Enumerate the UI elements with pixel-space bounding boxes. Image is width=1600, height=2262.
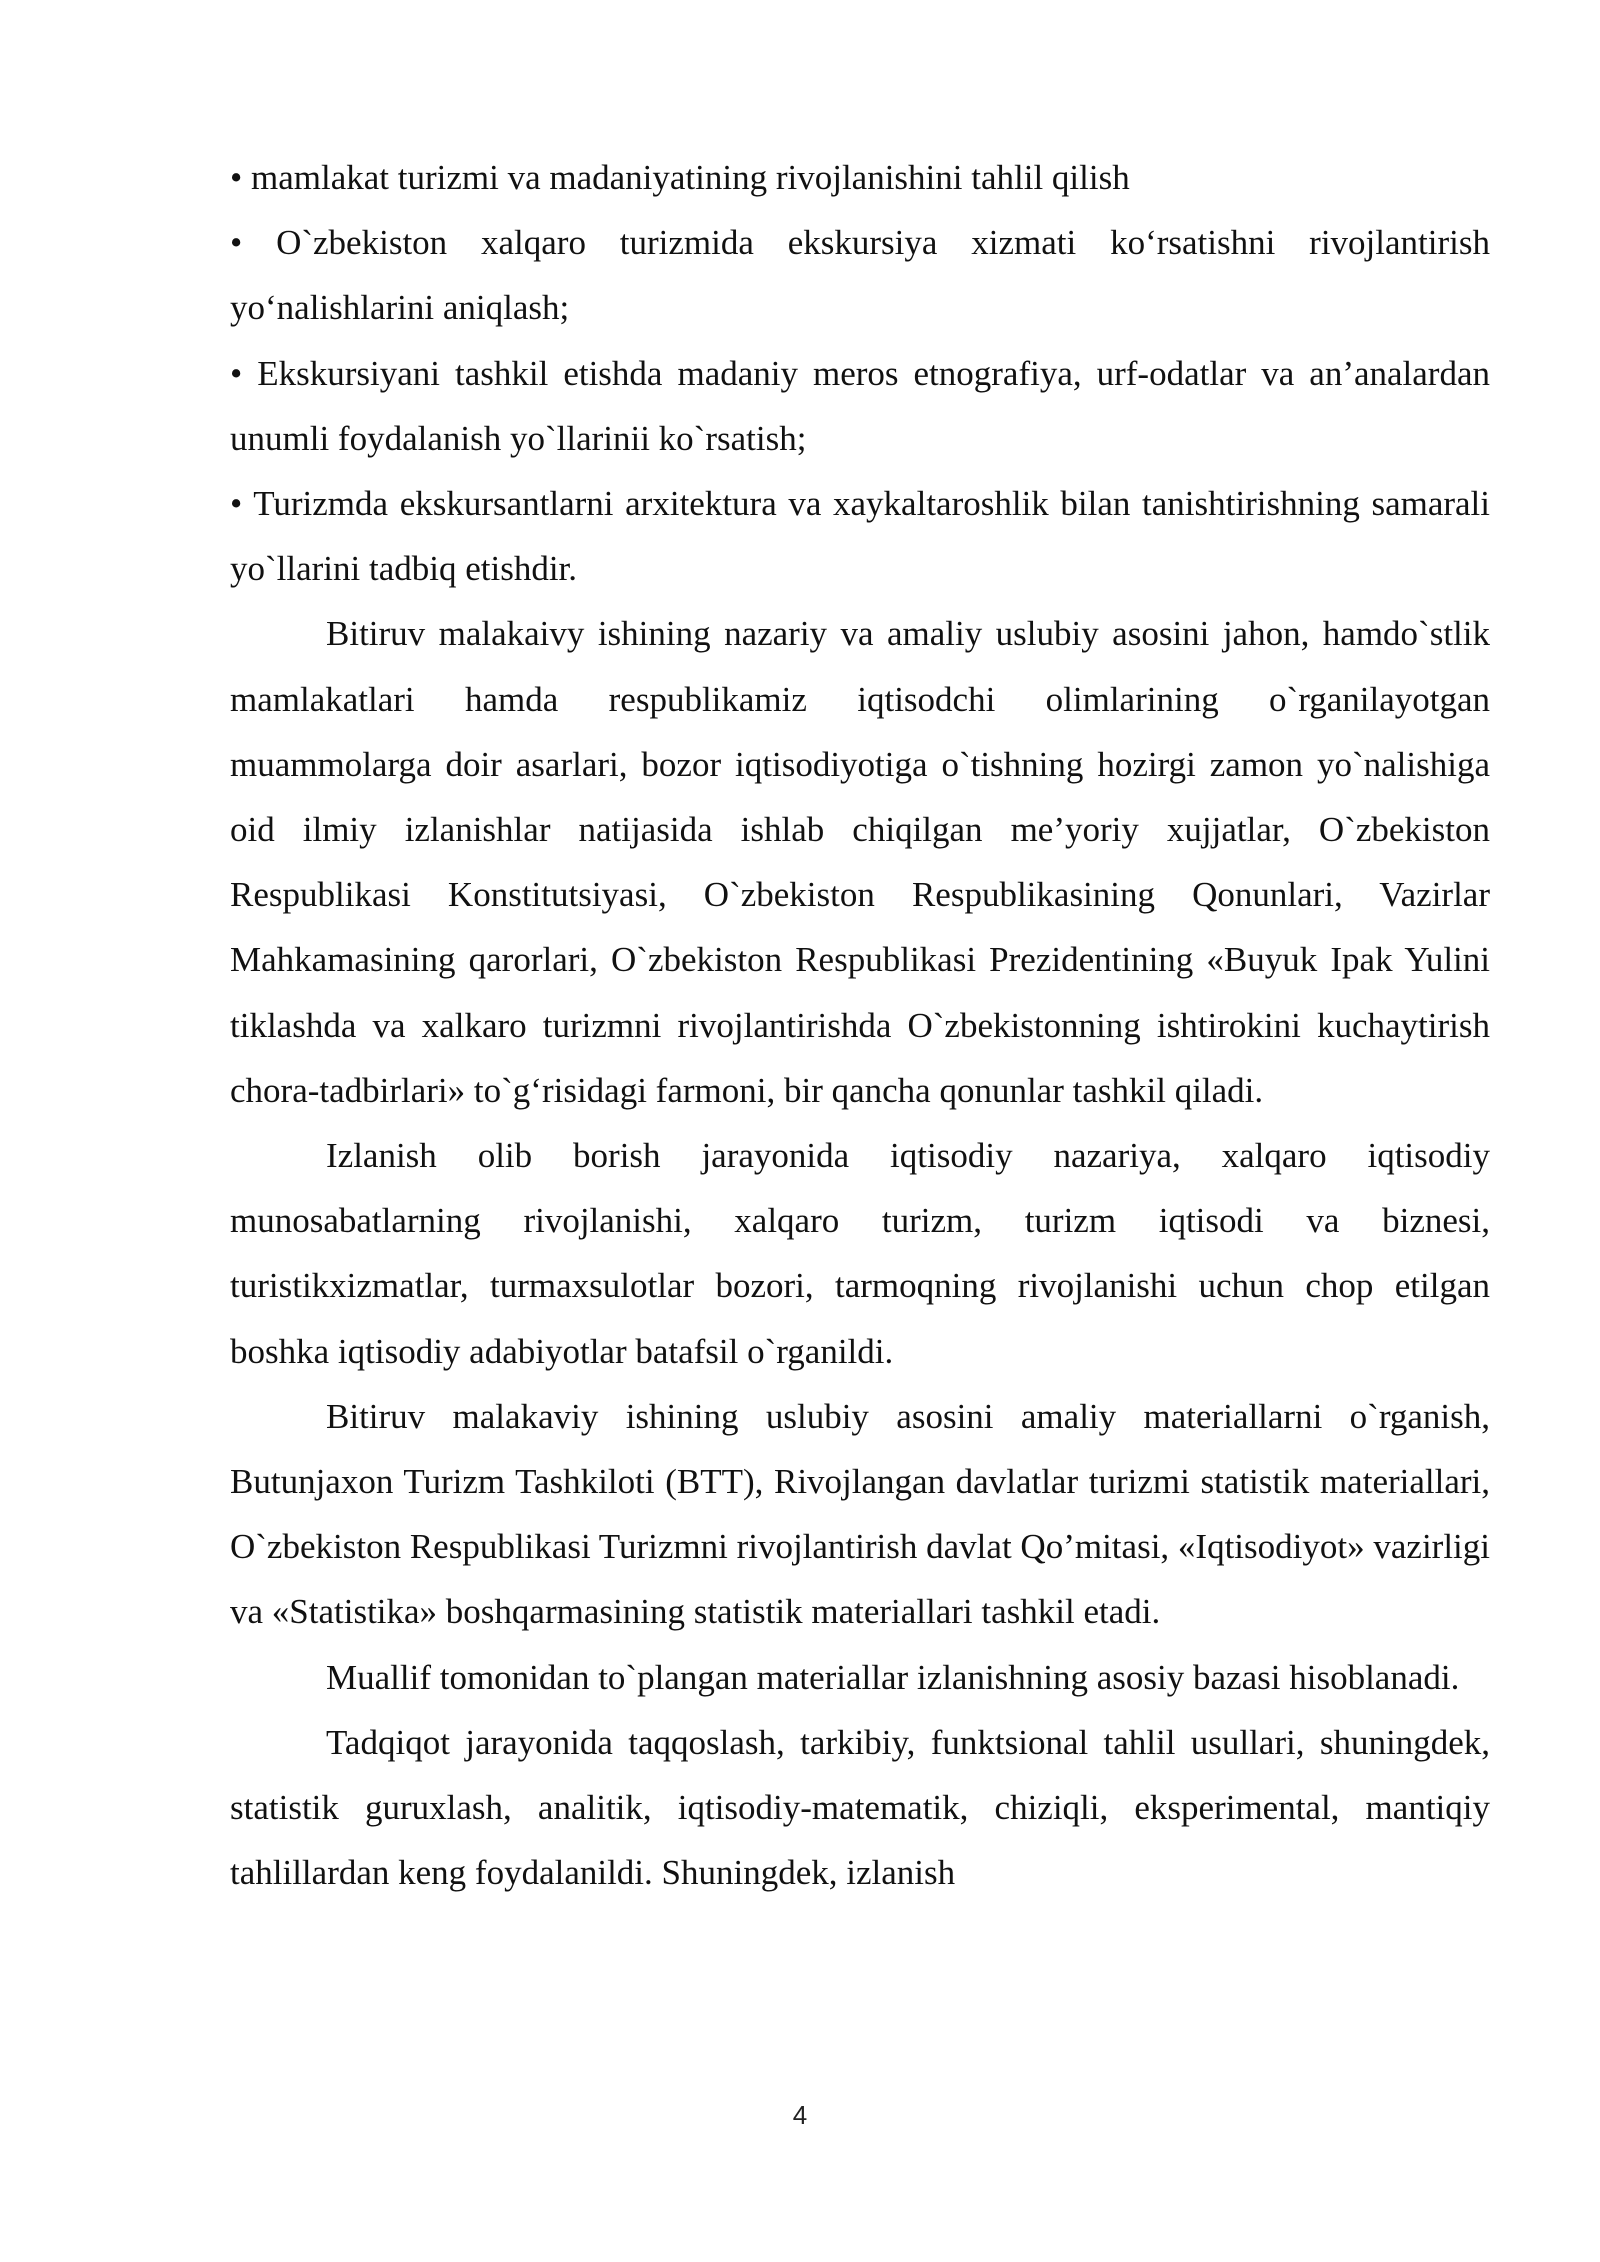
bullet-item: • O`zbekiston xalqaro turizmida ekskursiya xizmati ko‘rsatishni rivojlantirish yo‘nalishlarini aniqlash; <box>230 223 1490 328</box>
page-number: 4 <box>792 2100 808 2130</box>
bullet-item: • Turizmda ekskursantlarni arxitektura va xaykaltaroshlik bilan tanishtirishning samarali yo`llarini tadbiq etishdir. <box>230 484 1490 589</box>
bullet-item: • Ekskursiyani tashkil etishda madaniy meros etnografiya, urf-odatlar va an’analardan unumli foydalanish yo`llarinii ko`rsatish; <box>230 353 1490 458</box>
paragraph: Bitiruv malakaivy ishining nazariy va amaliy uslubiy asosini jahon, hamdo`stlik mamlakatlari hamda respublikamiz iqtisodchi olimlarining o`rganilayotgan muammolarga doir asarlari, bozor iqtisodiyotiga o`tishning hozirgi zamon yo`nalishiga oid ilmiy izlanishlar natijasida ishlab chiqilgan me’yoriy xujjatlar, O`zbekiston Respublikasi Konstitutsiyasi, O`zbekiston Respublikasining Qonunlari, Vazirlar Mahkamasining qarorlari, O`zbekiston Respublikasi Prezidentining «Buyuk Ipak Yulini tiklashda va xalkaro turizmni rivojlantirishda O`zbekistonning ishtirokini kuchaytirish chora-tadbirlari» to`g‘risidagi farmoni, bir qancha qonunlar tashkil qiladi. <box>230 614 1490 1110</box>
paragraph: Bitiruv malakaviy ishining uslubiy asosini amaliy materiallarni o`rganish, Butunjaxon Turizm Tashkiloti (BTT), Rivojlangan davlatlar turizmi statistik materiallari, O`zbekiston Respublikasi Turizmni rivojlantirish davlat Qo’mitasi, «Iqtisodiyot» vazirligi va «Statistika» boshqarmasining statistik materiallari tashkil etadi. <box>230 1396 1490 1632</box>
paragraph: Izlanish olib borish jarayonida iqtisodiy nazariya, xalqaro iqtisodiy munosabatlarning rivojlanishi, xalqaro turizm, turizm iqtisodi va biznesi, turistikxizmatlar, turmaxsulotlar bozori, tarmoqning rivojlanishi uchun chop etilgan boshka iqtisodiy adabiyotlar batafsil o`rganildi. <box>230 1136 1490 1371</box>
page-body <box>230 145 1490 1905</box>
bullet-item: • mamlakat turizmi va madaniyatining rivojlanishini tahlil qilish <box>230 158 1130 197</box>
paragraph: Muallif tomonidan to`plangan materiallar izlanishning asosiy bazasi hisoblanadi. <box>326 1657 1460 1697</box>
paragraph: Tadqiqot jarayonida taqqoslash, tarkibiy, funktsional tahlil usullari, shuningdek, statistik guruxlash, analitik, iqtisodiy-matematik, chiziqli, eksperimental, mantiqiy tahlillardan keng foydalanildi. Shuningdek, izlanish <box>230 1722 1490 1893</box>
